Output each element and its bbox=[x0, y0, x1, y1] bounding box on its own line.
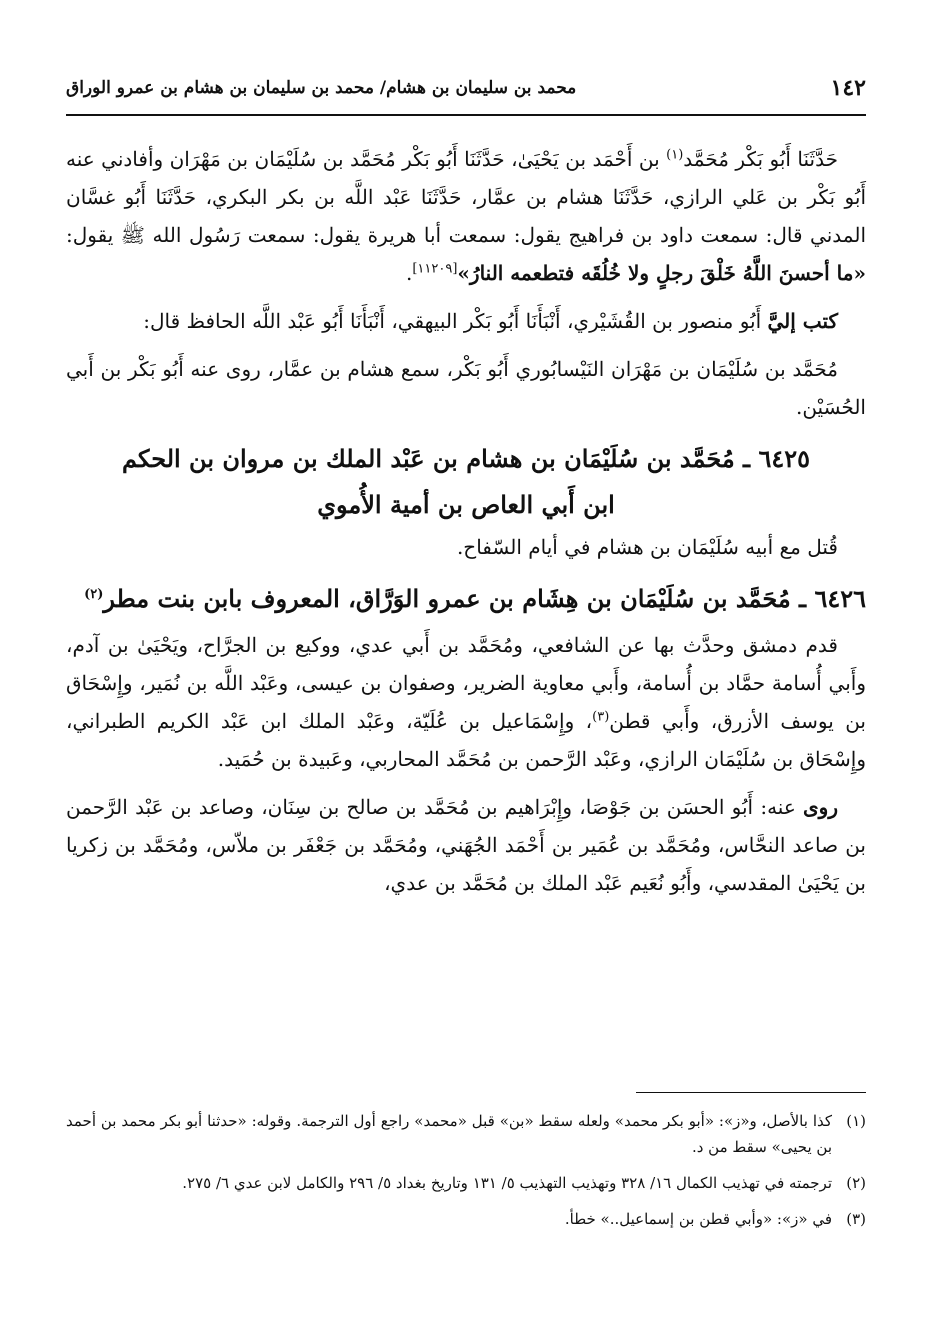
entry-6425-body: قُتل مع أبيه سُلَيْمَان بن هشام في أيام السّفاح. bbox=[456, 535, 838, 559]
entry-6426-text bbox=[66, 626, 866, 778]
paragraph-isnad bbox=[66, 140, 866, 292]
para1-end: . bbox=[405, 261, 413, 285]
para1-text-a: حَدَّثَنَا أَبُو بَكْر مُحَمَّد bbox=[683, 147, 838, 171]
entry-6425-title bbox=[66, 436, 866, 528]
running-title: محمد بن سليمان بن هشام/ محمد بن سليمان بن هشام بن عمرو الوراق bbox=[66, 78, 577, 98]
para2-text: أَبُو منصور بن القُشَيْري، أَنْبَأَنَا أَبُو بَكْر البيهقي، أَنْبَأَنَا أَبُو عَبْد اللَّه الحافظ قال: bbox=[143, 309, 768, 333]
entry-6425-title-line1: ٦٤٢٥ ـ مُحَمَّد بن سُلَيْمَان بن هشام بن عَبْد الملك بن مروان بن الحكم bbox=[122, 444, 810, 473]
footnote-ref-2: (٢) bbox=[84, 587, 104, 602]
entry-6426-text-a: قدم دمشق وحدَّث بها عن الشافعي، ومُحَمَّد بن أَبي عدي، ووكيع بن الجرَّاح، ويَحْيَىٰ بن آدم، وأَبي أُسامة حمَّاد بن أُسامة، وأَبي معاوية الضرير، وصفوان بن عيسى، وعَبْد اللَّه بن نُمَير، وإِسْحَاق بن يوسف الأزرق، وأَبي قطن bbox=[66, 633, 866, 733]
para1-text-b: بن أَحْمَد بن يَحْيَىٰ، حَدَّثَنَا أَبُو بَكْر مُحَمَّد بن سُلَيْمَان بن مَهْرَان وأفادني عنه أَبُو بَكْر بن عَلي الرازي، حَدَّثَنَا هشام بن عمَّار، حَدَّثَنَا عَبْد اللَّه بن بكر البكري، حَدَّثَنَا أَبُو غسَّان المدني قال: سمعت داود بن فراهيج يقول: سمعت أبا هريرة يقول: سمعت رَسُول الله ﷺ يقول: bbox=[66, 147, 866, 247]
header-rule bbox=[66, 114, 866, 116]
hadith-text: «ما أحسنَ اللَّهُ خَلْقَ رجلٍ ولا خُلُقَه فتطعمه النارُ» bbox=[457, 261, 866, 285]
footnote-number: (٢) bbox=[846, 1174, 866, 1192]
page-number: ١٤٢ bbox=[830, 75, 866, 101]
footnote-item bbox=[66, 1206, 866, 1232]
page-header bbox=[66, 70, 866, 106]
para2-lead: كتب إليَّ bbox=[767, 309, 838, 333]
entry-6426-text-b: ، وإِسْمَاعيل بن عُلَيّة، وعَبْد الملك ابن عَبْد الكريم الطبراني، وإِسْحَاق بن سُلَيْمَان الرازي، وعَبْد الرَّحمن بن مُحَمَّد المحاربي، وعَبيدة بن حُمَيد. bbox=[66, 709, 866, 771]
entry-6426-title bbox=[66, 576, 866, 622]
main-text bbox=[66, 140, 866, 912]
para3-text: مُحَمَّد بن سُلَيْمَان بن مَهْرَان النَيْسابُوري أَبُو بَكْر، سمع هشام بن عمَّار، روى عنه أَبُو بَكْر بن أَبي الحُسَيْن. bbox=[66, 357, 866, 419]
rawa-lead: روى bbox=[803, 795, 838, 819]
entry-6425-text bbox=[66, 528, 866, 566]
footnotes bbox=[66, 1108, 866, 1242]
footnote-text: كذا بالأصل، و«ز»: «أبو بكر محمد» ولعله سقط «بن» قبل «محمد» راجع أول الترجمة. وقوله: «حدثنا أبو بكر محمد بن أحمد بن يحيى» سقط من د. bbox=[66, 1112, 832, 1156]
hadith-number: [١١٢٠٩] bbox=[412, 261, 458, 277]
footnote-rule bbox=[636, 1092, 866, 1093]
footnote-text: في «ز»: «وأبي قطن بن إسماعيل..» خطأ. bbox=[564, 1210, 832, 1228]
paragraph-rawa bbox=[66, 788, 866, 902]
rawa-text: عنه: أَبُو الحسَن بن جَوْصَا، وإِبْرَاهيم بن مُحَمَّد بن صالح بن سِنَان، وصاعد بن عَبْد الرَّحمن بن صاعد النحَّاس، ومُحَمَّد بن عُمَير بن أَحْمَد الجُهَني، ومُحَمَّد بن جَعْفَر بن ملاّس، ومُحَمَّد بن زكريا بن يَحْيَىٰ المقدسي، وأَبُو نُعَيم عَبْد الملك بن مُحَمَّد بن عدي، bbox=[66, 795, 866, 895]
footnote-number: (١) bbox=[846, 1112, 866, 1130]
footnote-item bbox=[66, 1108, 866, 1160]
paragraph-biography bbox=[66, 350, 866, 426]
footnote-number: (٣) bbox=[846, 1210, 866, 1228]
footnote-item bbox=[66, 1170, 866, 1196]
entry-6425-title-line2: ابن أَبي العاص بن أمية الأُموي bbox=[317, 490, 615, 519]
entry-6426-title-text: ٦٤٢٦ ـ مُحَمَّد بن سُلَيْمَان بن هِشَام بن عمرو الوَرَّاق، المعروف بابن بنت مطر bbox=[103, 584, 866, 613]
footnote-ref-1: (١) bbox=[666, 147, 684, 163]
footnote-ref-3: (٣) bbox=[592, 709, 610, 725]
paragraph-kataba bbox=[66, 302, 866, 340]
footnote-text: ترجمته في تهذيب الكمال ١٦/ ٣٢٨ وتهذيب التهذيب ٥/ ١٣١ وتاريخ بغداد ٥/ ٢٩٦ والكامل لابن عدي ٦/ ٢٧٥. bbox=[182, 1174, 832, 1192]
